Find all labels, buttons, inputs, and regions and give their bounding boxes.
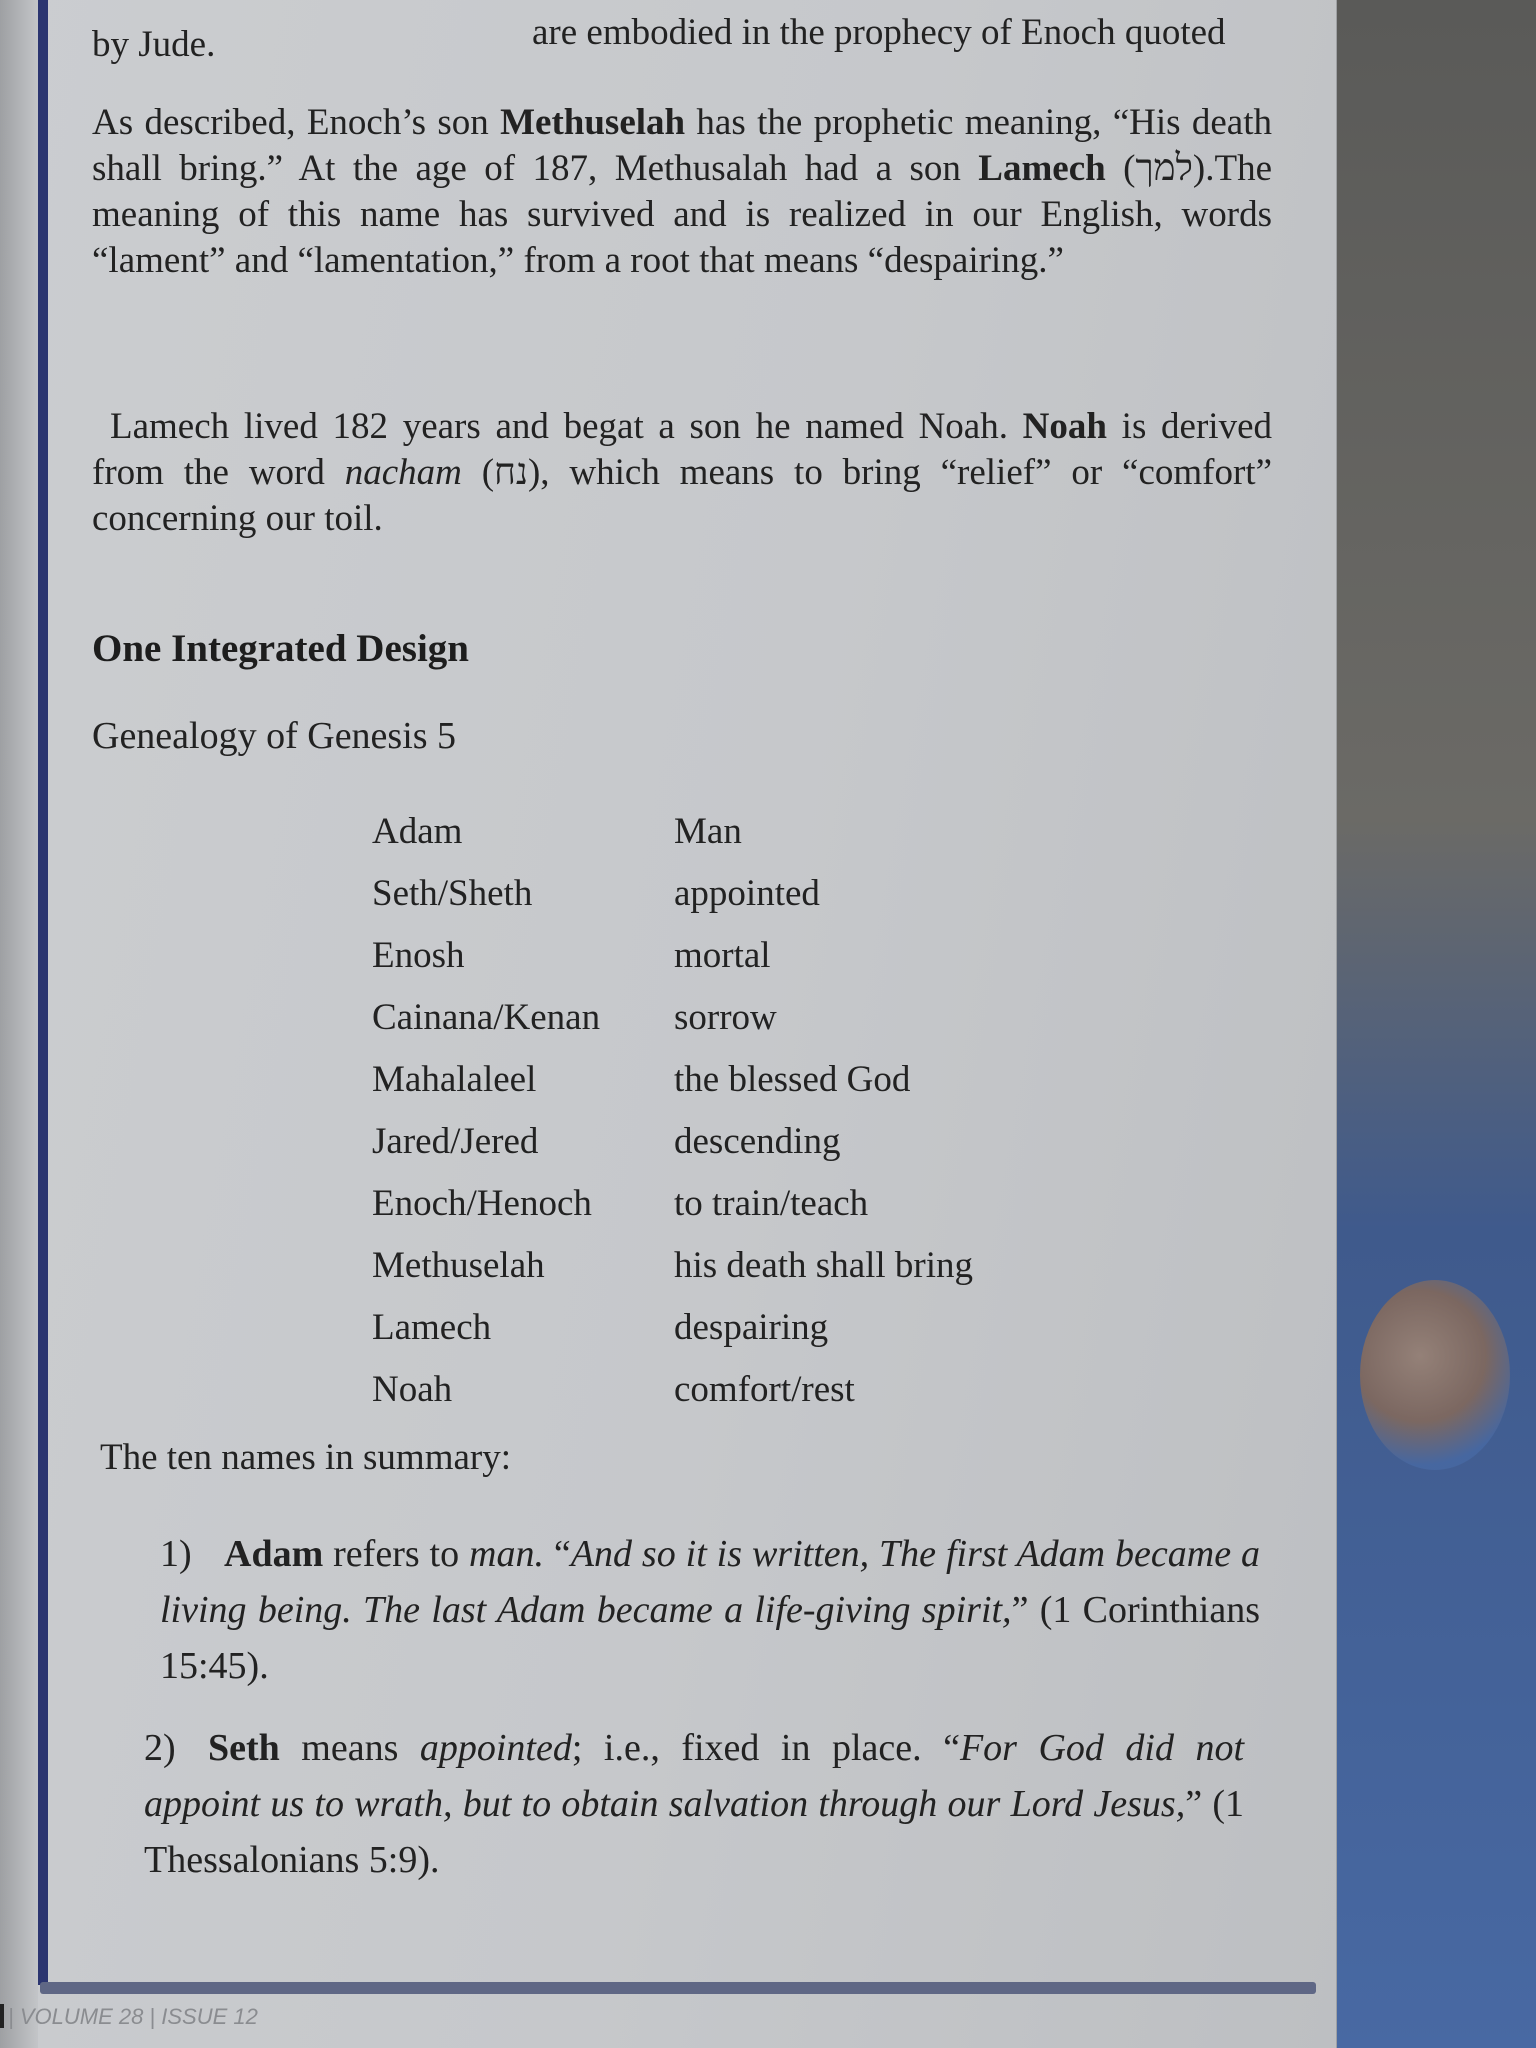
name-cell: Jared/Jered bbox=[372, 1120, 539, 1162]
scripture-quote: For God did not appoint us to wrath, but to obtain salvation through our Lord Jesus, bbox=[144, 1727, 1245, 1825]
table-row bbox=[372, 1110, 973, 1172]
bold-term: Methuselah bbox=[500, 102, 686, 143]
page-edge bbox=[0, 0, 38, 2048]
footer-mark bbox=[0, 2004, 4, 2028]
page-border-stripe bbox=[38, 0, 48, 1985]
table-row bbox=[372, 800, 973, 862]
list-item bbox=[144, 1720, 1244, 1888]
italic-term: man. bbox=[469, 1533, 544, 1575]
text-run: (למך).The meaning of this name has survived and is realized in our English, words “lament” and “lamentation,” from a root that means “despairing.” bbox=[92, 148, 1272, 281]
meaning-cell: his death shall bring bbox=[674, 1244, 974, 1286]
text-run: is derived from the word bbox=[92, 406, 1273, 493]
name-cell: Methuselah bbox=[372, 1244, 545, 1286]
bold-term: Adam bbox=[224, 1533, 324, 1575]
list-number: 1) bbox=[160, 1533, 192, 1575]
meaning-cell: sorrow bbox=[674, 996, 777, 1038]
meaning-cell: descending bbox=[674, 1120, 841, 1162]
meaning-cell: the blessed God bbox=[674, 1058, 911, 1100]
scripture-quote: And so it is written, The first Adam became a living being. The last Adam became a life-giving spirit, bbox=[160, 1533, 1260, 1631]
table-row bbox=[372, 1234, 973, 1296]
partial-line: are embodied in the prophecy of Enoch quoted bbox=[532, 12, 1226, 53]
summary-intro: The ten names in summary: bbox=[100, 1437, 512, 1478]
meaning-cell: comfort/rest bbox=[674, 1368, 855, 1410]
list-number: 2) bbox=[144, 1727, 176, 1769]
name-cell: Mahalaleel bbox=[372, 1058, 537, 1100]
list-item bbox=[160, 1526, 1260, 1694]
footer-rule bbox=[40, 1982, 1316, 1994]
table-row bbox=[372, 862, 973, 924]
table-row bbox=[372, 924, 973, 986]
text-run: (נח), which means to bring “relief” or “comfort” concerning our toil. bbox=[92, 452, 1272, 539]
meaning-cell: appointed bbox=[674, 872, 820, 914]
meaning-cell: mortal bbox=[674, 934, 771, 976]
text-run: ” (1 Corinthians 15:45). bbox=[160, 1589, 1260, 1687]
name-cell: Enosh bbox=[372, 934, 465, 976]
section-heading: One Integrated Design bbox=[92, 627, 469, 670]
text-run: has the prophetic meaning, “His death shall bring.” At the age of 187, Methusalah had a son bbox=[92, 102, 1272, 189]
meaning-cell: despairing bbox=[674, 1306, 829, 1348]
footer-issue-label: | VOLUME 28 | ISSUE 12 bbox=[8, 2004, 258, 2029]
genealogy-table bbox=[372, 800, 973, 1420]
table-row bbox=[372, 1358, 973, 1420]
text-run: As described, Enoch’s son bbox=[92, 102, 501, 143]
bold-term: Seth bbox=[208, 1727, 280, 1769]
table-row bbox=[372, 1172, 973, 1234]
bold-term: Noah bbox=[1022, 406, 1107, 447]
bold-term: Lamech bbox=[978, 148, 1106, 189]
table-row bbox=[372, 986, 973, 1048]
text-run: refers to bbox=[323, 1533, 470, 1575]
table-row bbox=[372, 1296, 973, 1358]
text-run: Lamech lived 182 years and begat a son he named Noah. bbox=[110, 406, 1023, 447]
table-row bbox=[372, 1048, 973, 1110]
name-cell: Seth/Sheth bbox=[372, 872, 533, 914]
name-cell: Noah bbox=[372, 1368, 453, 1410]
name-cell: Cainana/Kenan bbox=[372, 996, 601, 1038]
text-run: ; i.e., fixed in place. “ bbox=[571, 1727, 960, 1769]
text-run: “ bbox=[544, 1533, 571, 1575]
meaning-cell: Man bbox=[674, 810, 742, 852]
italic-term: nacham bbox=[344, 452, 462, 493]
section-subheading: Genealogy of Genesis 5 bbox=[92, 715, 457, 757]
paragraph-noah bbox=[92, 404, 1272, 542]
paragraph-end: by Jude. bbox=[92, 24, 216, 65]
background-decoration bbox=[1360, 1280, 1510, 1470]
text-run: means bbox=[279, 1727, 420, 1769]
name-cell: Enoch/Henoch bbox=[372, 1182, 592, 1224]
paragraph-methuselah-lamech bbox=[92, 100, 1272, 284]
text-run: ” (1 Thessalonians 5:9). bbox=[144, 1783, 1244, 1881]
name-cell: Adam bbox=[372, 810, 463, 852]
name-cell: Lamech bbox=[372, 1306, 492, 1348]
italic-term: appointed bbox=[419, 1727, 572, 1769]
meaning-cell: to train/teach bbox=[674, 1182, 869, 1224]
